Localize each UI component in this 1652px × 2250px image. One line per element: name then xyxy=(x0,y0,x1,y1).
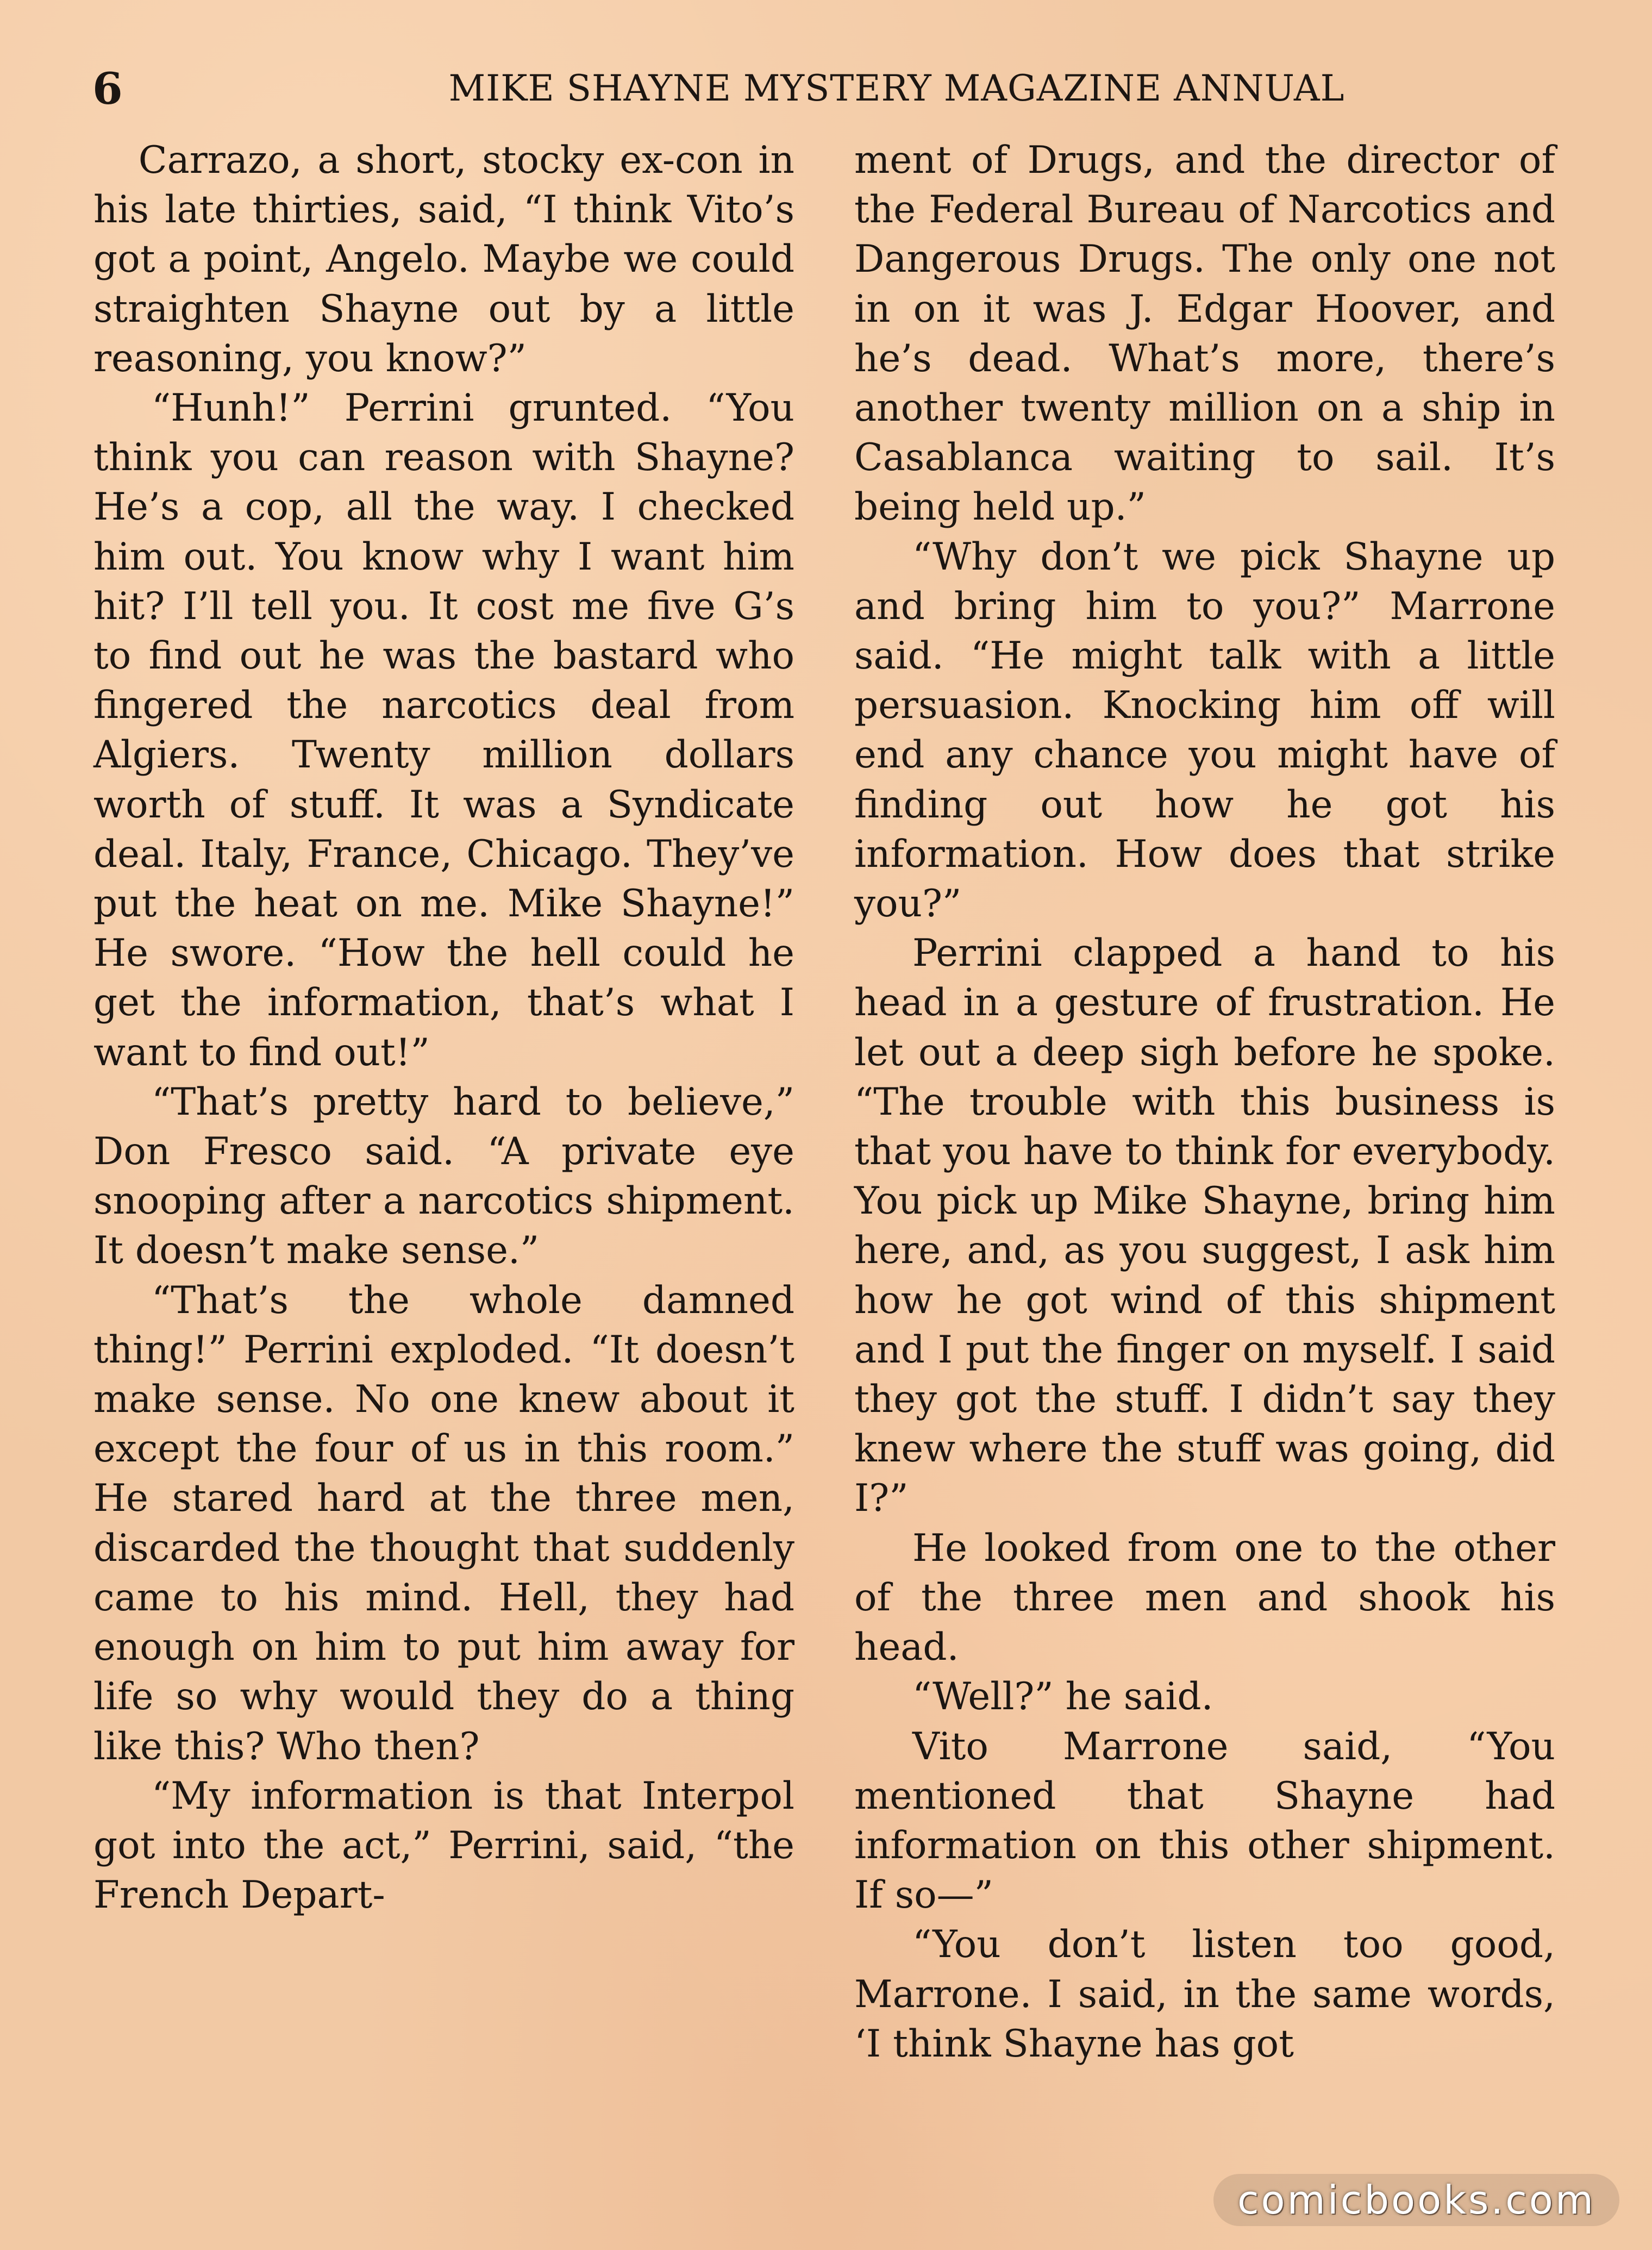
watermark: comicbooks.com xyxy=(1213,2174,1619,2226)
right-column xyxy=(854,136,1555,2069)
paragraph: “You don’t listen too good, Marrone. I said, in the same words, ‘I think Shayne has got xyxy=(854,1923,1555,2066)
paragraph: “Well?” he said. xyxy=(912,1675,1213,1719)
paragraph: “That’s pretty hard to believe,” Don Fresco said. “A private eye snooping after a narcotics shipment. It doesn’t make sense.” xyxy=(93,1080,794,1273)
paragraph: Vito Marrone said, “You mentioned that Shayne had information on this other shipment. If so—” xyxy=(854,1724,1555,1917)
paragraph-continued: ment of Drugs, and the director of the Federal Bureau of Narcotics and Dangerous Drugs. The only one not in on it was J. Edgar Hoover, and he’s dead. What’s more, there’s another twenty million on a ship in Casablanca waiting to sail. It’s being held up.” xyxy=(854,139,1555,529)
running-head: MIKE SHAYNE MYSTERY MAGAZINE ANNUAL xyxy=(448,67,1345,109)
page-header xyxy=(92,59,1570,118)
paragraph: He looked from one to the other of the three men and shook his head. xyxy=(854,1526,1555,1670)
paragraph: “Why don’t we pick Shayne up and bring him to you?” Marrone said. “He might talk with a little persuasion. Knocking him off will end any chance you might have of finding out how he got his information. How does that strike you?” xyxy=(854,535,1555,926)
left-column xyxy=(93,136,794,1920)
paragraph: “Hunh!” Perrini grunted. “You think you can reason with Shayne? He’s a cop, all the way. I checked him out. You know why I want him hit? I’ll tell you. It cost me five G’s to find out he was the bastard who fingered the narcotics deal from Algiers. Twenty million dollars worth of stuff. It was a Syndicate deal. Italy, France, Chicago. They’ve put the heat on me. Mike Shayne!” He swore. “How the hell could he get the information, that’s what I want to find out!” xyxy=(93,386,794,1074)
paragraph: “My information is that Interpol got into the act,” Perrini, said, “the French Depart- xyxy=(93,1774,794,1917)
paragraph: Carrazo, a short, stocky ex-con in his late thirties, said, “I think Vito’s got a point, Angelo. Maybe we could straighten Shayne out by a little reasoning, you know?” xyxy=(93,139,794,380)
paragraph: Perrini clapped a hand to his head in a gesture of frustration. He let out a deep sigh before he spoke. “The trouble with this business is that you have to think for everybody. You pick up Mike Shayne, bring him here, and, as you suggest, I ask him how he got wind of this shipment and I put the finger on myself. I said they got the stuff. I didn’t say they knew where the stuff was going, did I?” xyxy=(854,932,1555,1521)
paragraph: “That’s the whole damned thing!” Perrini exploded. “It doesn’t make sense. No one knew about it except the four of us in this room.” He stared hard at the three men, discarded the thought that suddenly came to his mind. Hell, they had enough on him to put him away for life so why would they do a thing like this? Who then? xyxy=(93,1278,794,1768)
page-number: 6 xyxy=(92,63,123,114)
